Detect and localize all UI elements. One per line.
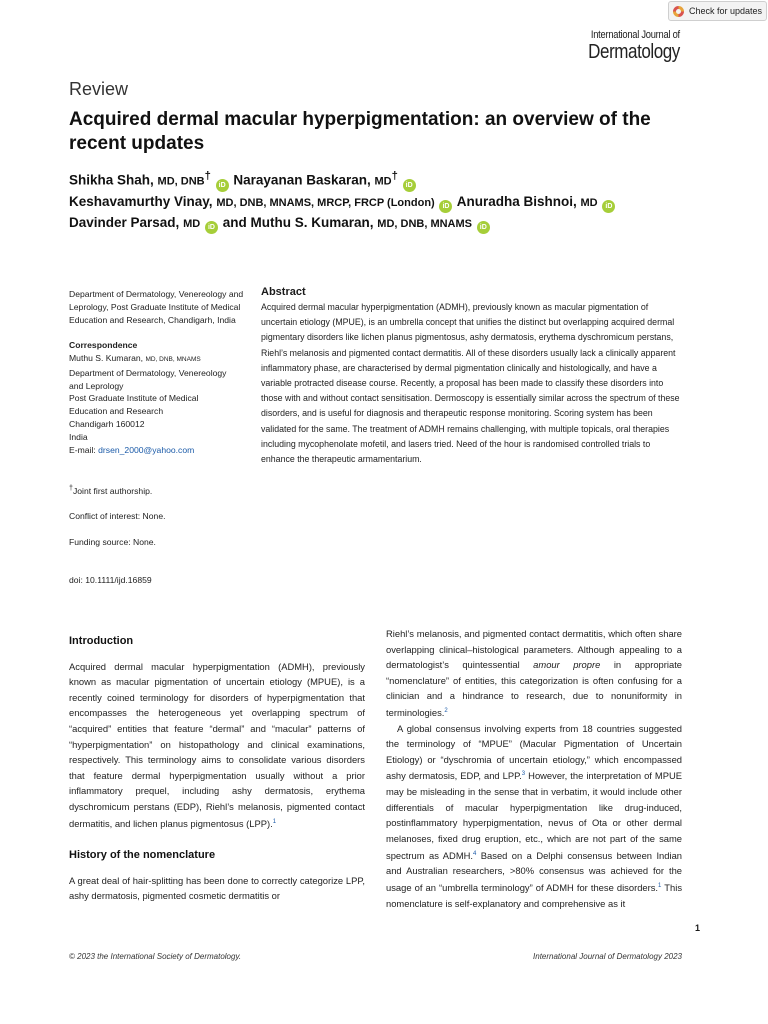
author-degrees: MD, DNB, MNAMS xyxy=(377,217,472,230)
crossmark-icon xyxy=(673,6,684,17)
correspondence-name-line xyxy=(69,352,249,367)
citation-ref[interactable]: 3 xyxy=(521,771,526,778)
page-number: 1 xyxy=(695,923,701,933)
correspondence-line: Education and Research xyxy=(69,406,164,417)
author-name: Anuradha Bishnoi, xyxy=(456,193,577,209)
journal-logo-line2: Dermatology xyxy=(588,41,680,63)
journal-logo xyxy=(572,30,680,62)
orcid-icon[interactable]: iD xyxy=(439,200,452,213)
correspondence-line: Department of Dermatology, Venereology xyxy=(69,367,227,378)
paragraph-consensus xyxy=(386,721,682,912)
history-paragraph: A great deal of hair-splitting has been done to correctly categorize LPP, ashy dermatosis, pigmented cosmetic dermatitis or xyxy=(69,874,365,902)
author-name: Keshavamurthy Vinay, xyxy=(69,193,213,209)
correspondence-name: Muthu S. Kumaran, xyxy=(69,352,144,363)
correspondence-degrees: MD, DNB, MNAMS xyxy=(145,355,201,363)
paragraph-text: Based on a Delphi consensus between Indian and Australian researchers, >80% consensus was achieved for the usage of an “umbrella terminology” of ADMH for these disorders. xyxy=(386,849,682,893)
joint-authorship-text: Joint first authorship. xyxy=(72,485,153,496)
abstract-text: Acquired dermal macular hyperpigmentation (ADMH), previously known as macular pigmentation of uncertain etiology (MPUE), is an umbrella concept that unifies the distinct but overlapping acquired dermal pigmentary disorders like lichen planus pigmentosus, ashy dermatosis, erythema dyschromicum perstans, Riehl’s melanosis and pigmented contact dermatitis. All of these disorders usually lack a clinically apparent inflammatory phase, are characterised by dermal pigmentation clinically and histologically, and have a variable protracted disease course. Recently, a proposal has been made to classify these disorders into those with and without contact sensitisation. Dermoscopy is essentially similar across the spectrum of these disorders, and is useful for diagnosis and therapeutic response monitoring. Scoring system has been validated for the same. The treatment of ADMH remains challenging, with multiple topicals, oral therapies including mycophenolate mofetil, and lasers tried. Need of the hour is randomised controlled trials to enhance the therapeutic armamentarium. xyxy=(261,302,680,465)
affiliation: Department of Dermatology, Venereology and Leprology, Post Graduate Institute of Medical Education and Research, Chandigarh, India xyxy=(69,289,244,325)
conflict-note: Conflict of interest: None. xyxy=(69,511,166,522)
history-heading: History of the nomenclature xyxy=(69,849,216,862)
introduction-heading: Introduction xyxy=(69,635,134,647)
footer-journal: International Journal of Dermatology 2023 xyxy=(533,952,682,961)
paragraph-text: This nomenclature is self-explanatory and comprehensive as it xyxy=(386,882,683,909)
funding-note: Funding source: None. xyxy=(69,537,156,547)
author-degrees: MD xyxy=(580,196,598,209)
author-list xyxy=(69,167,709,234)
email-link[interactable]: drsen_2000@yahoo.com xyxy=(98,444,195,455)
joint-mark: † xyxy=(204,170,211,182)
correspondence-line: India xyxy=(69,431,88,442)
email-line xyxy=(69,444,249,457)
body-column-right xyxy=(386,626,682,911)
abstract-heading: Abstract xyxy=(261,286,306,298)
paragraph-text: However, the interpretation of MPUE may be misleading in the sense that in verbatim, it would include other differentials of macular hyperpigmentation like drug-induced, postinflammatory hyperpigmentation, nevus of Ota or other dermal melanoses, fixed drug eruption, etc., which are not part of the same spectrum as ADMH. xyxy=(386,770,683,861)
journal-logo-line1: International Journal of xyxy=(590,29,680,41)
emphasis-text: amour propre xyxy=(533,659,601,671)
orcid-icon[interactable]: iD xyxy=(216,179,229,192)
author-name: Narayanan Baskaran, xyxy=(233,172,371,188)
sidebar-info xyxy=(69,288,249,587)
article-title: Acquired dermal macular hyperpigmentation: an overview of the recent updates xyxy=(69,109,651,154)
author-degrees: MD, DNB, MNAMS, MRCP, FRCP (London) xyxy=(216,196,435,209)
paragraph-text: in appropriate “nomenclature” of entities, this categorization is often confusing for a clinician and a hindrance to research, due to nonuniformity in terminologies. xyxy=(386,659,683,719)
footer-copyright: © 2023 the International Society of Dermatology. xyxy=(69,952,242,961)
paragraph-text: Riehl’s melanosis, and pigmented contact dermatitis, which often share overlapping clinical–histological parameters. Although appealing to a dermatologist’s quintessential xyxy=(386,628,682,671)
author-conjunction: and xyxy=(222,214,247,230)
article-type: Review xyxy=(69,79,129,99)
body-column-left xyxy=(69,634,365,904)
author-name: Muthu S. Kumaran, xyxy=(250,214,374,230)
author-name: Shikha Shah, xyxy=(69,172,154,188)
paragraph-riehl xyxy=(386,626,682,721)
citation-ref[interactable]: 1 xyxy=(272,818,277,825)
joint-authorship-note xyxy=(69,482,249,498)
abstract xyxy=(261,286,685,467)
introduction-paragraph xyxy=(69,659,365,832)
doi[interactable]: doi: 10.1111/ijd.16859 xyxy=(69,575,152,586)
introduction-text: Acquired dermal macular hyperpigmentation (ADMH), previously known as macular pigmentation of uncertain etiology (MPUE), is a recently coined terminology for disorders of hyperpigmentation that encompasses the heterogeneous yet overlapping spectrum of “acquired” entities that feature “dermal” and “macular” patterns of “hyperpigmentation” on histopathology and clinical examinations, respectively. This terminology aims to consolidate various disorders that feature dermal hyperpigmentation usually without a prior inflammatory prequel, including ashy dermatosis, erythema dyschromicum perstans (EDP), Riehl’s melanosis, pigmented contact dermatitis, and lichen planus pigmentosus (LPP). xyxy=(69,660,365,829)
orcid-icon[interactable]: iD xyxy=(602,200,615,213)
citation-ref[interactable]: 4 xyxy=(473,850,477,857)
orcid-icon[interactable]: iD xyxy=(403,179,416,192)
joint-mark: † xyxy=(69,483,73,492)
author-degrees: MD, DNB xyxy=(157,175,205,188)
citation-ref[interactable]: 1 xyxy=(658,882,662,889)
author-name: Davinder Parsad, xyxy=(69,214,180,230)
author-degrees: MD xyxy=(183,217,201,230)
check-for-updates-label: Check for updates xyxy=(689,6,763,16)
citation-ref[interactable]: 2 xyxy=(444,707,448,714)
correspondence-line: Chandigarh 160012 xyxy=(69,418,145,429)
paragraph-text: A global consensus involving experts from 18 countries suggested the terminology of “MPUE” (Macular Pigmentation of Uncertain Etiology) or “dyschromia of uncertain etiology,” which encompassed ashy dermatosis, EDP, and LPP. xyxy=(386,722,682,782)
correspondence-line: Post Graduate Institute of Medical xyxy=(69,393,199,404)
email-label: E-mail: xyxy=(69,444,96,455)
joint-mark: † xyxy=(391,170,398,182)
correspondence-line: and Leprology xyxy=(69,380,124,391)
check-for-updates-button[interactable] xyxy=(668,1,767,21)
orcid-icon[interactable]: iD xyxy=(205,221,218,234)
correspondence-heading: Correspondence xyxy=(69,340,138,351)
orcid-icon[interactable]: iD xyxy=(477,221,490,234)
author-degrees: MD xyxy=(374,175,392,188)
